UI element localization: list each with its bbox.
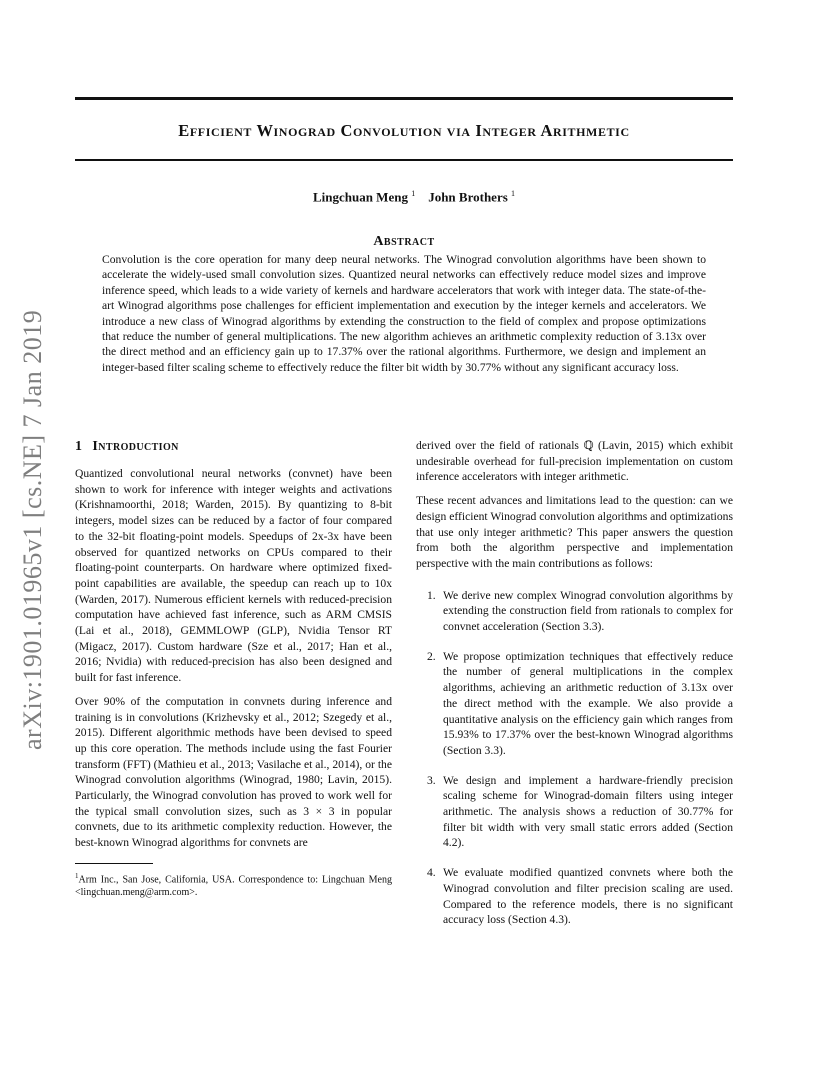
affiliation-footnote bbox=[75, 870, 392, 899]
section-number: 1 bbox=[75, 439, 83, 454]
contribution-number: 4. bbox=[427, 866, 436, 880]
contribution-text: We derive new complex Winograd convolution algorithms by extending the construction field from rationals to complex for convnet acceleration (Section 3.3). bbox=[443, 588, 733, 634]
contribution-text: We design and implement a hardware-friendly precision scaling scheme for Winograd-domain filters using integer arithmetic. The analysis shows a reduction of 30.77% for filter bit width with very small static errors added (Section 4.2). bbox=[443, 773, 733, 850]
section-title: Introduction bbox=[92, 439, 179, 454]
abstract-heading: Abstract bbox=[373, 234, 435, 249]
contributions-list bbox=[416, 588, 733, 928]
section-heading-introduction bbox=[75, 438, 392, 456]
intro-paragraph: Quantized convolutional neural networks (convnet) have been shown to work for inference with integer weights and activations (Krishnamoorthi, 2018; Warden, 2015). By quantizing to 8-bit integers, model sizes can be reduced by a factor of four compared to the 32-bit floating-point models. Speedups of 2x-3x have been observed for quantized networks on CPUs compared to their floating-point counterparts. On hardware where optimized fixed-point capabilities are available, the speedup can reach up to 10x (Warden, 2017). Numerous efficient kernels with reduced-precision computation have achieved fast inference, such as ARM CMSIS (Lai et al., 2018), GEMMLOWP (GLP), Nvidia Tensor RT (Migacz, 2017). Custom hardware (Sze et al., 2017; Han et al., 2016; Nvidia) with reduced-precision has also been designed and built for fast inference. bbox=[75, 467, 392, 685]
footnote-text: Arm Inc., San Jose, California, USA. Correspondence to: Lingchuan Meng <lingchuan.meng@arm.com>. bbox=[75, 874, 392, 899]
title-rule-top bbox=[75, 97, 733, 100]
contribution-item bbox=[416, 649, 733, 759]
contribution-text: We evaluate modified quantized convnets where both the Winograd convolution and filter precision scaling are used. Compared to the reference models, there is no significant accuracy loss (Section 4.3). bbox=[443, 866, 733, 927]
intro-paragraph: These recent advances and limitations lead to the question: can we design efficient Winograd convolution algorithms and optimizations that use only integer arithmetic? This paper answers the question from both the algorithm perspective and implementation perspective with the main contributions as follows: bbox=[416, 494, 733, 570]
contribution-number: 2. bbox=[427, 649, 436, 663]
author-name: Lingchuan Meng bbox=[312, 189, 408, 205]
footnote-separator bbox=[75, 863, 153, 864]
right-column bbox=[416, 438, 733, 942]
contribution-item bbox=[416, 773, 733, 852]
contribution-number: 1. bbox=[427, 588, 436, 602]
contribution-item bbox=[416, 588, 733, 635]
author-affiliation-marker: 1 bbox=[411, 189, 416, 198]
footnote-marker: 1 bbox=[75, 871, 79, 880]
author-name: John Brothers bbox=[428, 189, 508, 205]
contribution-item bbox=[416, 865, 733, 928]
abstract-text: Convolution is the core operation for many deep neural networks. The Winograd convolution algorithms have been shown to accelerate the widely-used small convolution sizes. Quantized neural networks can effectively reduce model sizes and improve inference speed, which leads to a wide variety of kernels and hardware accelerators that work with integer data. The state-of-the-art Winograd algorithms pose challenges for efficient implementation and execution by the integer kernels and accelerators. We introduce a new class of Winograd algorithms by extending the construction to the field of complex and propose optimizations that reduce the number of general multiplications. The new algorithm achieves an arithmetic complexity reduction of 3.13x over the direct method and an efficiency gain up to 17.37% over the rational algorithms. Furthermore, we design and implement an integer-based filter scaling scheme to effectively reduce the filter bit width by 30.77% without any significant accuracy loss. bbox=[102, 253, 706, 374]
author-list bbox=[0, 189, 828, 205]
title-rule-bottom bbox=[75, 159, 733, 161]
intro-paragraph: derived over the field of rationals ℚ (Lavin, 2015) which exhibit undesirable overhead for full-precision implementation on custom inference accelerators with integer arithmetic. bbox=[416, 439, 733, 484]
arxiv-identifier-stamp: arXiv:1901.01965v1 [cs.NE] 7 Jan 2019 bbox=[18, 309, 47, 750]
contribution-number: 3. bbox=[427, 773, 436, 787]
author-affiliation-marker: 1 bbox=[511, 189, 516, 198]
left-column bbox=[75, 438, 392, 899]
paper-title: Efficient Winograd Convolution via Integer Arithmetic bbox=[178, 121, 630, 140]
contribution-text: We propose optimization techniques that effectively reduce the number of general multiplications in the complex algorithms, achieving an arithmetic reduction of 3.13x over the direct method with the example. We also provide a quantitative analysis on the efficiency gain which ranges from 15.93% to 17.37% over the best-known Winograd algorithms (Section 3.3). bbox=[443, 649, 733, 757]
intro-paragraph: Over 90% of the computation in convnets during inference and training is in convolutions (Krizhevsky et al., 2012; Szegedy et al., 2015). Different algorithmic methods have been devised to speed up this core operation. The methods include using the fast Fourier transform (FFT) (Mathieu et al., 2013; Vasilache et al., 2014), or the Winograd convolution algorithms (Winograd, 1980; Lavin, 2015). Particularly, the Winograd convolution has proved to work well for the typical small convolution sizes, such as 3 × 3 in popular convnets, due to its arithmetic complexity reduction. However, the best-known Winograd algorithms for convnets are bbox=[75, 694, 392, 850]
